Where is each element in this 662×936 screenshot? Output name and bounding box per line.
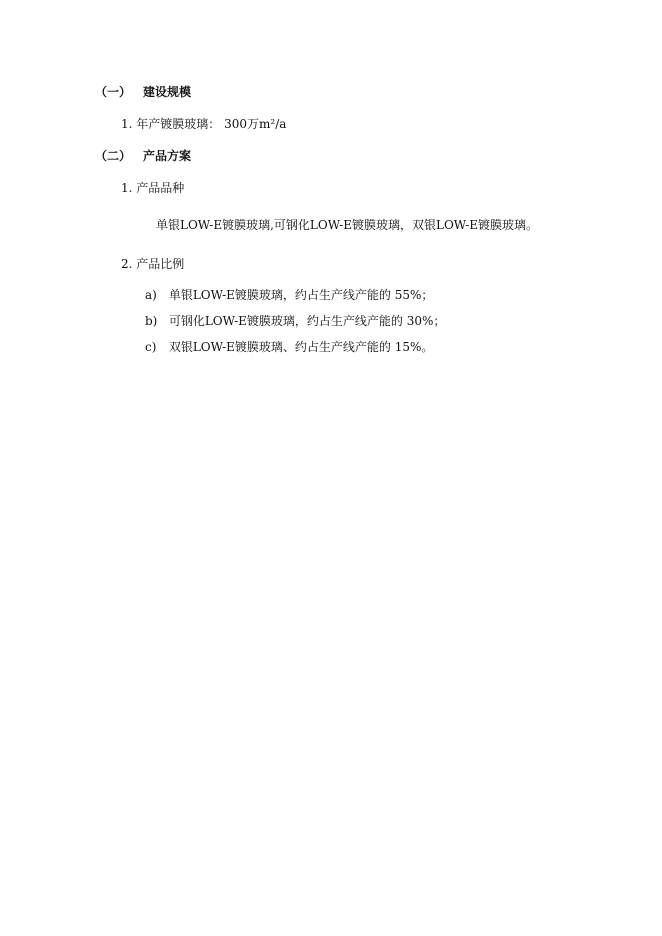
ratio-text: 双银LOW-E镀膜玻璃、约占生产线产能的 15%。 bbox=[168, 340, 434, 354]
section-title: 建设规模 bbox=[143, 85, 192, 99]
list-text: 产品比例 bbox=[136, 257, 185, 271]
product-variety-paragraph bbox=[156, 217, 538, 233]
section-title: 产品方案 bbox=[143, 149, 192, 163]
section-title-scale bbox=[143, 84, 191, 100]
ratio-item-temperable bbox=[145, 313, 445, 329]
list-text: 产品品种 bbox=[136, 181, 185, 195]
ratio-text: 可钢化LOW-E镀膜玻璃，约占生产线产能的 30%； bbox=[168, 314, 446, 328]
list-item-product-ratio bbox=[121, 256, 184, 272]
list-item-product-variety bbox=[121, 180, 184, 196]
ratio-label: c) bbox=[145, 340, 157, 354]
paragraph-text: 单银LOW-E镀膜玻璃,可钢化LOW-E镀膜玻璃，双银LOW-E镀膜玻璃。 bbox=[156, 218, 539, 232]
section-heading-scale bbox=[95, 84, 131, 100]
ratio-item-double-silver bbox=[145, 339, 433, 355]
list-item-annual-output bbox=[121, 116, 286, 132]
ratio-text: 单银LOW-E镀膜玻璃，约占生产线产能的 55%； bbox=[168, 288, 434, 302]
list-number: 1. bbox=[121, 117, 133, 131]
list-text: 年产镀膜玻璃： 300万m²/a bbox=[136, 117, 287, 131]
list-number: 1. bbox=[121, 181, 133, 195]
section-heading-products bbox=[95, 148, 131, 164]
section-title-products bbox=[143, 148, 191, 164]
ratio-label: b) bbox=[145, 314, 158, 328]
ratio-label: a) bbox=[145, 288, 157, 302]
section-marker: （一） bbox=[95, 85, 132, 99]
ratio-item-single-silver bbox=[145, 287, 433, 303]
section-marker: （二） bbox=[95, 149, 132, 163]
list-number: 2. bbox=[121, 257, 133, 271]
